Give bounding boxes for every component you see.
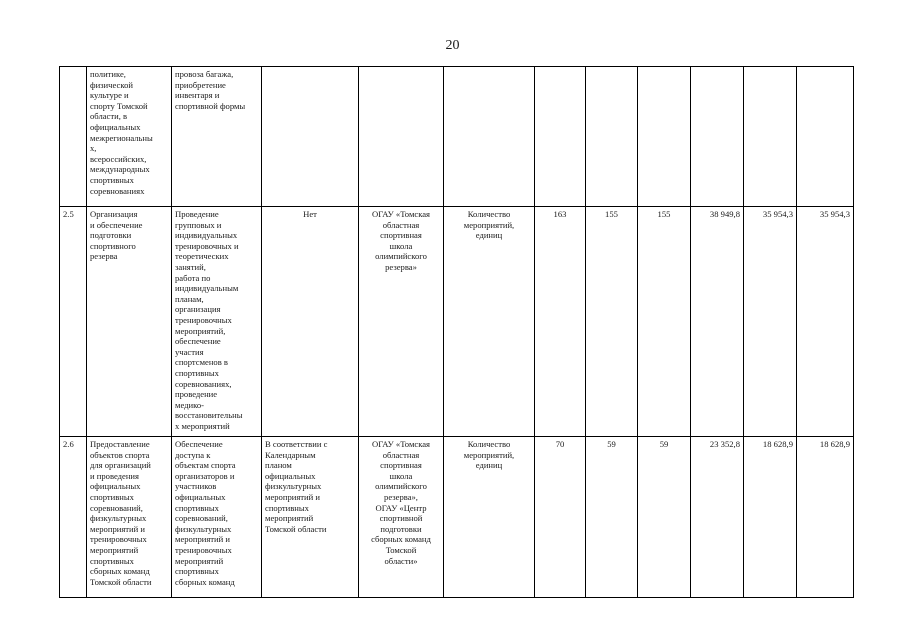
row-number: 2.6 [60,437,87,598]
funding-value-2: 18 628,9 [744,437,797,598]
table-row [60,67,854,207]
activity-conditions: В соответствии с Календарным планом официальных физкультурных мероприятий и спортивных мероприятий Томской области [262,437,359,598]
table-row [60,437,854,598]
row-number: 2.5 [60,207,87,437]
funding-value-3 [797,67,854,207]
activity-executor: ОГАУ «Томская областная спортивная школа олимпийского резерва», ОГАУ «Центр спортивной подготовки сборных команд Томской области» [359,437,444,598]
activity-description: провоза багажа, приобретение инвентаря и спортивной формы [172,67,262,207]
funding-value-2 [744,67,797,207]
indicator-value-2 [586,67,638,207]
indicator-value-1: 163 [535,207,586,437]
indicator-value-3: 59 [638,437,691,598]
activity-name: политике, физической культуре и спорту Томской области, в официальных межрегиональны х, всероссийских, международных спортивных соревнованиях [87,67,172,207]
activity-conditions: Нет [262,207,359,437]
indicator-value-3: 155 [638,207,691,437]
row-number [60,67,87,207]
indicator-value-3 [638,67,691,207]
funding-value-3: 18 628,9 [797,437,854,598]
activity-description: Обеспечение доступа к объектам спорта организаторов и участников официальных спортивных соревнований, физкультурных мероприятий и тренировочных мероприятий спортивных сборных команд [172,437,262,598]
funding-value-1: 38 949,8 [691,207,744,437]
funding-value-1 [691,67,744,207]
indicator-value-1: 70 [535,437,586,598]
activity-description: Проведение групповых и индивидуальных тренировочных и теоретических занятий, работа по индивидуальным планам, организация тренировочных мероприятий, обеспечение участия спортсменов в спортивных соревнованиях, проведение медико- восстановительны х мероприятий [172,207,262,437]
indicator-value-2: 59 [586,437,638,598]
activity-executor: ОГАУ «Томская областная спортивная школа олимпийского резерва» [359,207,444,437]
funding-value-2: 35 954,3 [744,207,797,437]
funding-value-3: 35 954,3 [797,207,854,437]
funding-value-1: 23 352,8 [691,437,744,598]
table-row [60,207,854,437]
indicator-name: Количество мероприятий, единиц [444,207,535,437]
page-number: 20 [445,38,460,53]
indicator-name [444,67,535,207]
activity-name: Предоставление объектов спорта для организаций и проведения официальных спортивных соревнований, физкультурных мероприятий и тренировочных мероприятий спортивных сборных команд Томской области [87,437,172,598]
program-table [59,66,854,598]
activity-conditions [262,67,359,207]
indicator-value-2: 155 [586,207,638,437]
activity-name: Организация и обеспечение подготовки спортивного резерва [87,207,172,437]
indicator-name: Количество мероприятий, единиц [444,437,535,598]
activity-executor [359,67,444,207]
indicator-value-1 [535,67,586,207]
